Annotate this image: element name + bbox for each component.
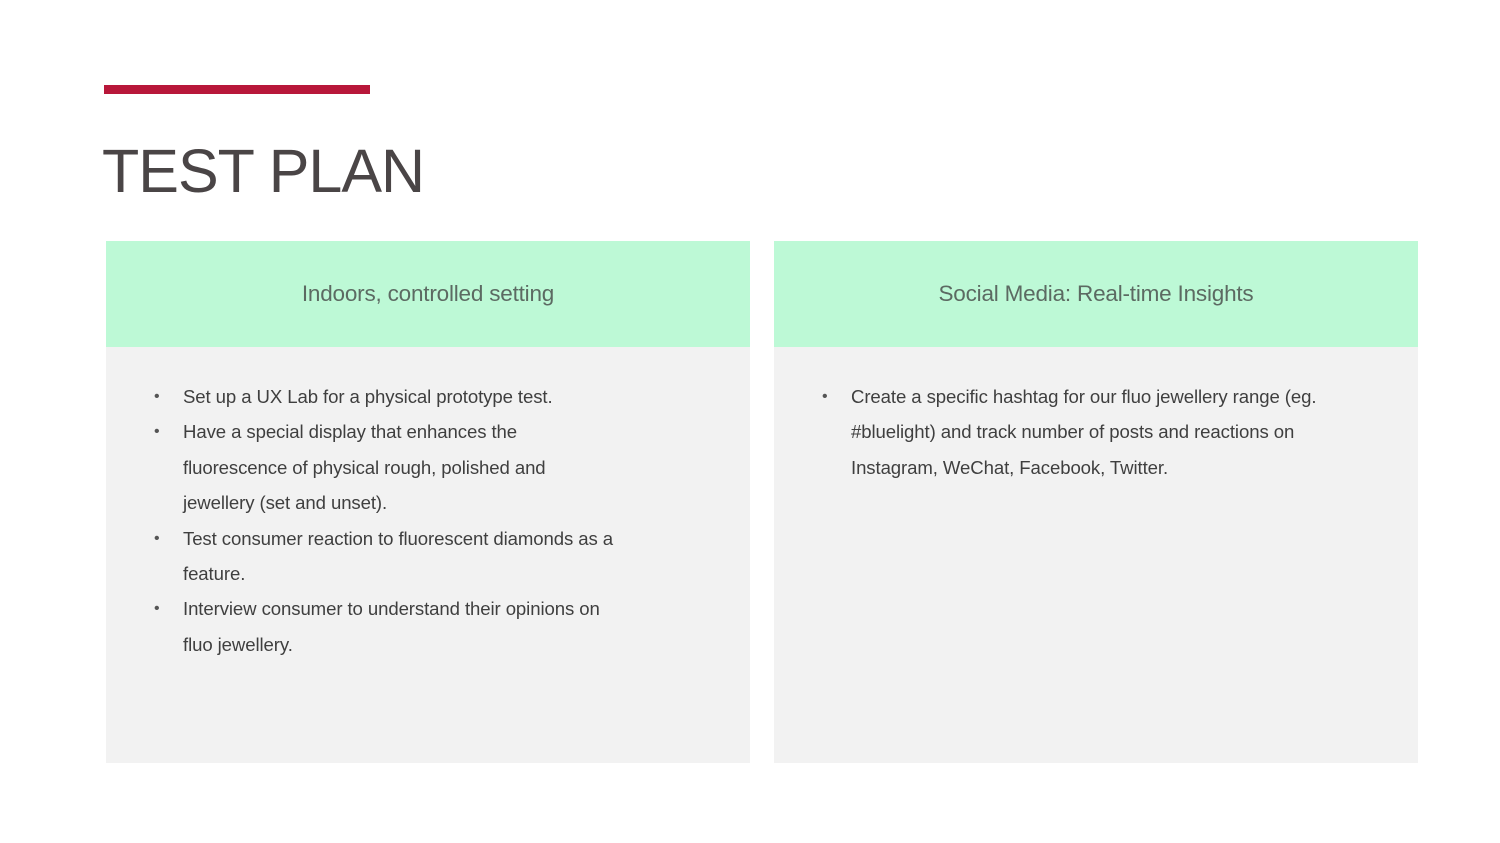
bullet-text: Create a specific hashtag for our fluo jewellery range (eg. #bluelight) and track number of posts and reactions on Instagram, WeChat, Facebook, Twitter. [851,386,1317,478]
bullet-icon: • [822,388,828,405]
bullet-item [154,414,614,520]
bullet-text: Interview consumer to understand their opinions on fluo jewellery. [183,598,600,655]
panel-indoors [106,241,750,763]
bullet-list [154,379,614,662]
bullet-icon: • [154,529,160,547]
panel-header-label: Social Media: Real-time Insights [938,281,1254,306]
bullet-item [154,521,614,592]
bullet-item [154,591,614,662]
bullet-text: Set up a UX Lab for a physical prototype test. [183,386,553,407]
bullet-icon: • [154,388,160,405]
bullet-text: Test consumer reaction to fluorescent diamonds as a feature. [183,527,614,585]
title-accent-bar [104,85,370,94]
bullet-item [154,379,614,414]
panel-header-label: Indoors, controlled setting [301,281,555,306]
bullet-item [822,379,1352,485]
slide-title: TEST PLAN [102,137,425,205]
bullet-text: Have a special display that enhances the fluorescence of physical rough, polished and jewellery (set and unset). [183,421,546,514]
bullet-list [822,379,1352,485]
panel-header [106,241,750,347]
bullet-icon: • [154,600,160,618]
panel-social-media [774,241,1418,763]
bullet-icon: • [154,423,160,441]
panel-header [774,241,1418,347]
